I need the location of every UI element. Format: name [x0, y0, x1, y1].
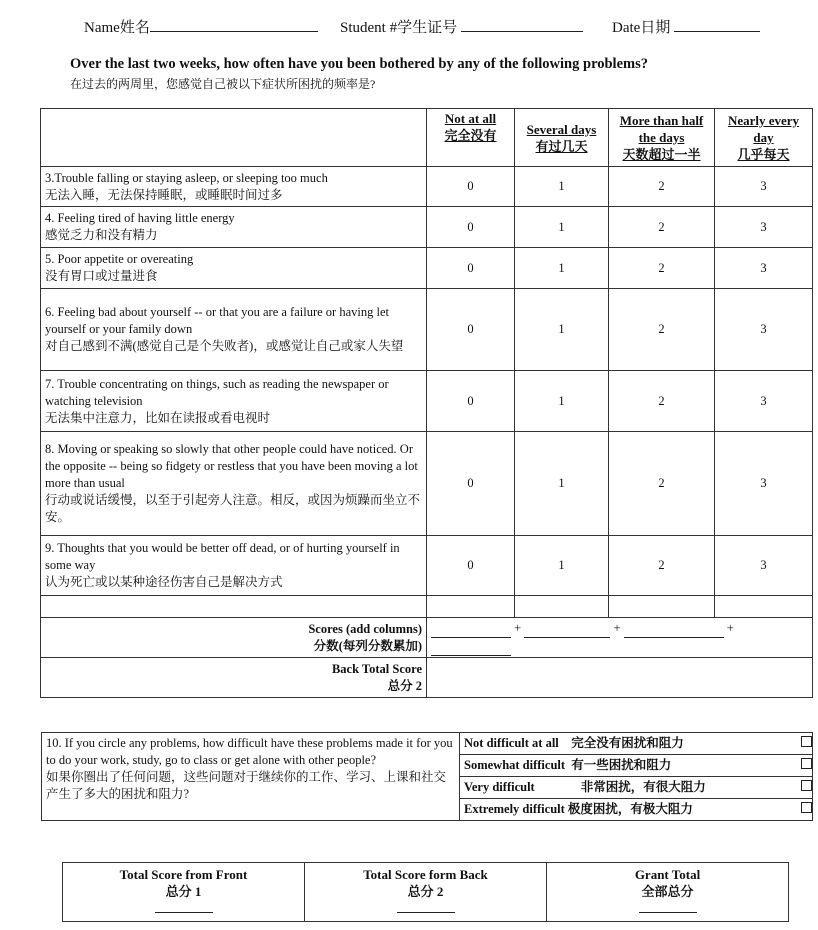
plus-sign: + — [613, 620, 621, 635]
score-cell[interactable]: 3 — [715, 207, 813, 248]
name-label: Name姓名 — [84, 20, 150, 36]
score-cell[interactable]: 0 — [427, 207, 515, 248]
plus-sign: + — [514, 620, 522, 635]
score-cell[interactable]: 1 — [515, 371, 609, 432]
scores-sum-cell[interactable] — [427, 618, 813, 658]
score-cell[interactable]: 0 — [427, 536, 515, 596]
score-cell[interactable]: 0 — [427, 371, 515, 432]
score-line[interactable] — [524, 620, 610, 638]
score-line[interactable] — [624, 620, 724, 638]
score-cell[interactable]: 0 — [427, 248, 515, 289]
student-field[interactable] — [340, 16, 583, 37]
table-row — [41, 432, 813, 536]
col-header-several-days: Several days 有过几天 — [515, 109, 609, 167]
difficulty-option[interactable]: Extremely difficult 极度困扰，有极大阻力 — [460, 799, 797, 821]
blank-header-cell — [41, 109, 427, 167]
score-cell[interactable]: 2 — [609, 248, 715, 289]
item-text: 3.Trouble falling or staying asleep, or sleeping too much 无法入睡，无法保持睡眠，或睡眠时间过多 — [41, 167, 427, 207]
date-line[interactable] — [674, 17, 760, 32]
student-line[interactable] — [461, 17, 583, 32]
date-field[interactable] — [612, 16, 760, 37]
total-line[interactable] — [397, 912, 455, 913]
item-text: 4. Feeling tired of having little energy 感觉乏力和没有精力 — [41, 207, 427, 248]
score-cell[interactable]: 2 — [609, 207, 715, 248]
grand-total[interactable]: Grant Total 全部总分 — [547, 863, 789, 922]
score-cell[interactable]: 1 — [515, 536, 609, 596]
total-front[interactable]: Total Score from Front 总分 1 — [63, 863, 305, 922]
table-row — [41, 207, 813, 248]
col-header-not-at-all: Not at all 完全没有 — [427, 109, 515, 167]
back-total-value[interactable] — [427, 658, 813, 698]
back-total-row — [41, 658, 813, 698]
difficulty-option[interactable]: Not difficult at all 完全没有困扰和阻力 — [460, 733, 797, 755]
score-line[interactable] — [431, 620, 511, 638]
question-title: Over the last two weeks, how often have you been bothered by any of the following problems? — [70, 56, 648, 72]
score-cell[interactable]: 2 — [609, 432, 715, 536]
score-cell[interactable]: 2 — [609, 289, 715, 371]
name-line[interactable] — [150, 17, 318, 32]
score-line[interactable] — [431, 638, 511, 656]
score-cell[interactable]: 0 — [427, 167, 515, 207]
name-field[interactable] — [84, 16, 318, 37]
scores-label: Scores (add columns) 分数(每列分数累加) — [41, 618, 427, 658]
checkbox[interactable] — [801, 736, 812, 747]
score-cell[interactable]: 3 — [715, 289, 813, 371]
score-cell[interactable]: 1 — [515, 432, 609, 536]
score-cell[interactable]: 3 — [715, 536, 813, 596]
total-line[interactable] — [639, 912, 697, 913]
date-label: Date日期 — [612, 20, 671, 36]
score-cell[interactable]: 3 — [715, 167, 813, 207]
score-cell[interactable]: 2 — [609, 371, 715, 432]
score-cell[interactable]: 1 — [515, 167, 609, 207]
table-row — [41, 167, 813, 207]
score-cell[interactable]: 1 — [515, 248, 609, 289]
score-cell[interactable]: 1 — [515, 289, 609, 371]
totals-table — [62, 862, 789, 922]
item-text: 6. Feeling bad about yourself -- or that you are a failure or having let yourself or your family down 对自己感到不满(感觉自己是个失败者)，或感觉让自己或家人失望 — [41, 289, 427, 371]
table-row — [41, 371, 813, 432]
score-cell[interactable]: 3 — [715, 432, 813, 536]
checkbox[interactable] — [801, 802, 812, 813]
item-text: 7. Trouble concentrating on things, such as reading the newspaper or watching television 无法集中注意力，比如在读报或看电视时 — [41, 371, 427, 432]
scores-row — [41, 618, 813, 658]
score-cell[interactable]: 3 — [715, 371, 813, 432]
score-cell[interactable]: 2 — [609, 536, 715, 596]
col-header-nearly-every-day: Nearly every day 几乎每天 — [715, 109, 813, 167]
total-back[interactable]: Total Score form Back 总分 2 — [305, 863, 547, 922]
checkbox[interactable] — [801, 758, 812, 769]
score-cell[interactable]: 2 — [609, 167, 715, 207]
blank-row — [41, 596, 813, 618]
header-row — [41, 109, 813, 167]
col-header-more-than-half: More than half the days 天数超过一半 — [609, 109, 715, 167]
total-line[interactable] — [155, 912, 213, 913]
difficulty-table — [41, 732, 813, 821]
back-total-label: Back Total Score 总分 2 — [41, 658, 427, 698]
score-cell[interactable]: 0 — [427, 432, 515, 536]
student-label: Student #学生证号 — [340, 20, 458, 36]
symptom-table — [40, 108, 813, 698]
item-text: 9. Thoughts that you would be better off dead, or of hurting yourself in some way 认为死亡或以某种途径伤害自己是解决方式 — [41, 536, 427, 596]
difficulty-question: 10. If you circle any problems, how difficult have these problems made it for you to do your work, study, go to class or get alone with other people? 如果你圈出了任何问题，这些问题对于继续你的工作、学习、上课和社交产生了多大的困扰和阻力? — [42, 733, 460, 821]
score-cell[interactable]: 1 — [515, 207, 609, 248]
table-row — [41, 289, 813, 371]
plus-sign: + — [726, 620, 734, 635]
question-subtitle: 在过去的两周里，您感觉自己被以下症状所困扰的频率是? — [70, 77, 376, 91]
table-row — [41, 248, 813, 289]
difficulty-option[interactable]: Somewhat difficult 有一些困扰和阻力 — [460, 755, 797, 777]
score-cell[interactable]: 3 — [715, 248, 813, 289]
item-text: 5. Poor appetite or overeating 没有胃口或过量进食 — [41, 248, 427, 289]
difficulty-option[interactable]: Very difficult 非常困扰，有很大阻力 — [460, 777, 797, 799]
score-cell[interactable]: 0 — [427, 289, 515, 371]
table-row — [41, 536, 813, 596]
item-text: 8. Moving or speaking so slowly that other people could have noticed. Or the opposite -- being so fidgety or restless that you have been moving a lot more than usual 行动或说话缓慢，以至于引起旁人注意。相反，或因为烦躁而坐立不安。 — [41, 432, 427, 536]
checkbox[interactable] — [801, 780, 812, 791]
